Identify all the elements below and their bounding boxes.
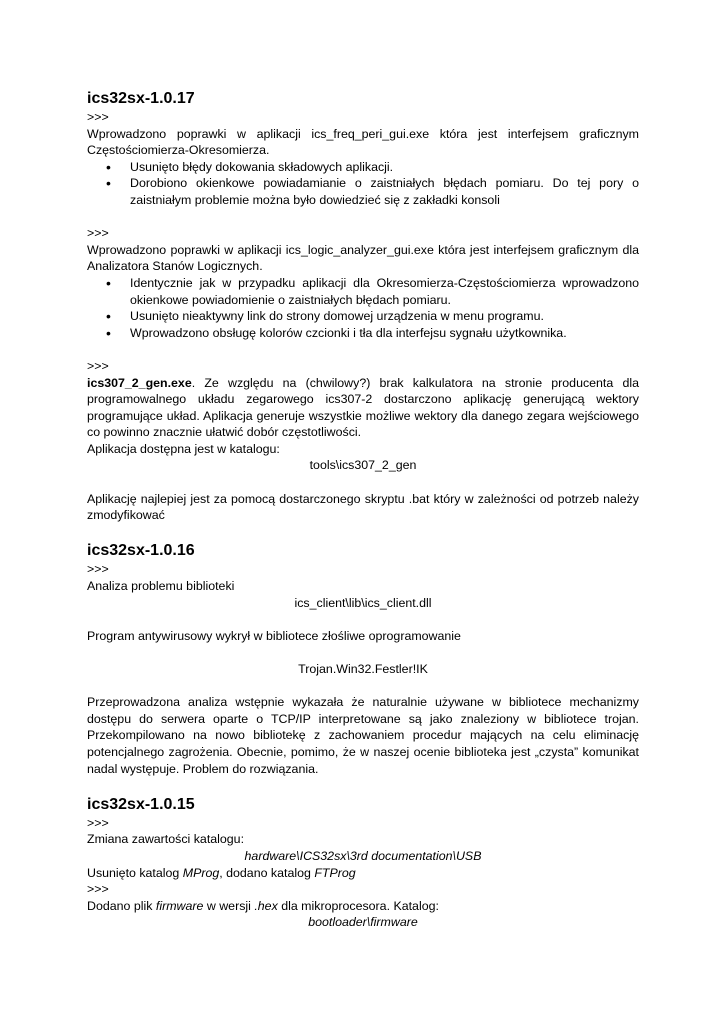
paragraph: Analiza problemu biblioteki <box>87 579 235 594</box>
paragraph <box>87 375 639 441</box>
paragraph: Aplikacja dostępna jest w katalogu: <box>87 441 280 456</box>
paragraph: Zmiana zawartości katalogu: <box>87 832 245 847</box>
list-item: • Identycznie jak w przypadku aplikacji dla Okresomierza-Częstościomierza wprowadzono okienkowe powiadomienie o zaistniałych błędach pomiaru. <box>130 275 639 308</box>
path-line: ics_client\lib\ics_client.dll <box>294 595 432 610</box>
term-italic: firmware <box>155 898 204 913</box>
path-line <box>87 914 639 931</box>
path-italic: bootloader\firmware <box>308 915 418 930</box>
path-line: tools\ics307_2_gen <box>309 458 417 473</box>
text-run: , dodano katalog <box>219 865 315 880</box>
text-run: dla mikroprocesora. Katalog: <box>277 898 439 913</box>
paragraph: Wprowadzono poprawki w aplikacji ics_logic_analyzer_gui.exe która jest interfejsem graficznym dla Analizatora Stanów Logicznych. <box>87 242 639 274</box>
paragraph <box>87 865 639 882</box>
dir-name: MProg <box>182 865 220 880</box>
paragraph: Przeprowadzona analiza wstępnie wykazała że naturalnie używane w bibliotece mechanizmy dostępu do serwera oparte o TCP/IP interpretowane są jako znaleziony w bibliotece trojan. Przekompilowano na nowo bibliotekę z zachowaniem procedur mających na celu eliminację potencjalnego zagrożenia. Obecnie, pomimo, że w naszej ocenie biblioteka jest „czysta” komunikat nadal występuje. Problem do rozwiązania. <box>87 695 639 776</box>
malware-name: Trojan.Win32.Festler!IK <box>298 662 428 676</box>
paragraph <box>87 898 639 915</box>
paragraph: Program antywirusowy wykrył w bibliotece złośliwe oprogramowanie <box>87 628 461 643</box>
path-italic: hardware\ICS32sx\3rd documentation\USB <box>244 848 482 863</box>
marker: >>> <box>87 226 109 241</box>
path-line <box>87 848 639 865</box>
section-title-1-0-15: ics32sx-1.0.15 <box>87 795 195 813</box>
marker: >>> <box>87 358 109 373</box>
section-title-1-0-17: ics32sx-1.0.17 <box>87 90 195 107</box>
list-item: • Dorobiono okienkowe powiadamianie o zaistniałych błędach pomiaru. Do tej pory o zaistniałym problemie można było dowiedzieć się z zakładki konsoli <box>130 175 639 208</box>
bullet-list <box>87 159 639 209</box>
marker: >>> <box>87 882 109 897</box>
list-item: • Usunięto błędy dokowania składowych aplikacji. <box>130 159 639 176</box>
text-run: Dodano plik <box>87 898 156 913</box>
marker: >>> <box>87 815 109 830</box>
bullet-list <box>87 275 639 341</box>
list-item: • Usunięto nieaktywny link do strony domowej urządzenia w menu programu. <box>130 308 639 325</box>
paragraph: Aplikację najlepiej jest za pomocą dostarczonego skryptu .bat który w zależności od potrzeb należy zmodyfikować <box>87 491 639 523</box>
app-name: ics307_2_gen.exe <box>87 375 192 390</box>
list-item: • Wprowadzono obsługę kolorów czcionki i tła dla interfejsu sygnału użytkownika. <box>130 325 639 342</box>
text-run: Usunięto katalog <box>87 865 183 880</box>
section-title-1-0-16: ics32sx-1.0.16 <box>87 542 195 560</box>
document-page <box>87 88 639 931</box>
term-italic: .hex <box>254 898 278 913</box>
paragraph: Wprowadzono poprawki w aplikacji ics_freq_peri_gui.exe która jest interfejsem graficznym Częstościomierza-Okresomierza. <box>87 126 639 158</box>
text-run: w wersji <box>203 898 255 913</box>
dir-name: FTProg <box>314 865 356 880</box>
marker: >>> <box>87 110 109 124</box>
app-description: . Ze względu na (chwilowy?) brak kalkulatora na stronie producenta dla programowalnego układu zegarowego ics307-2 dostarczono aplikację generującą wektory programujące układ. Aplikacja generuje wszystkie możliwe wektory dla danego zegara wejściowego co powinno znacznie ułatwić dobór częstotliwości. <box>87 375 639 440</box>
marker: >>> <box>87 562 109 577</box>
